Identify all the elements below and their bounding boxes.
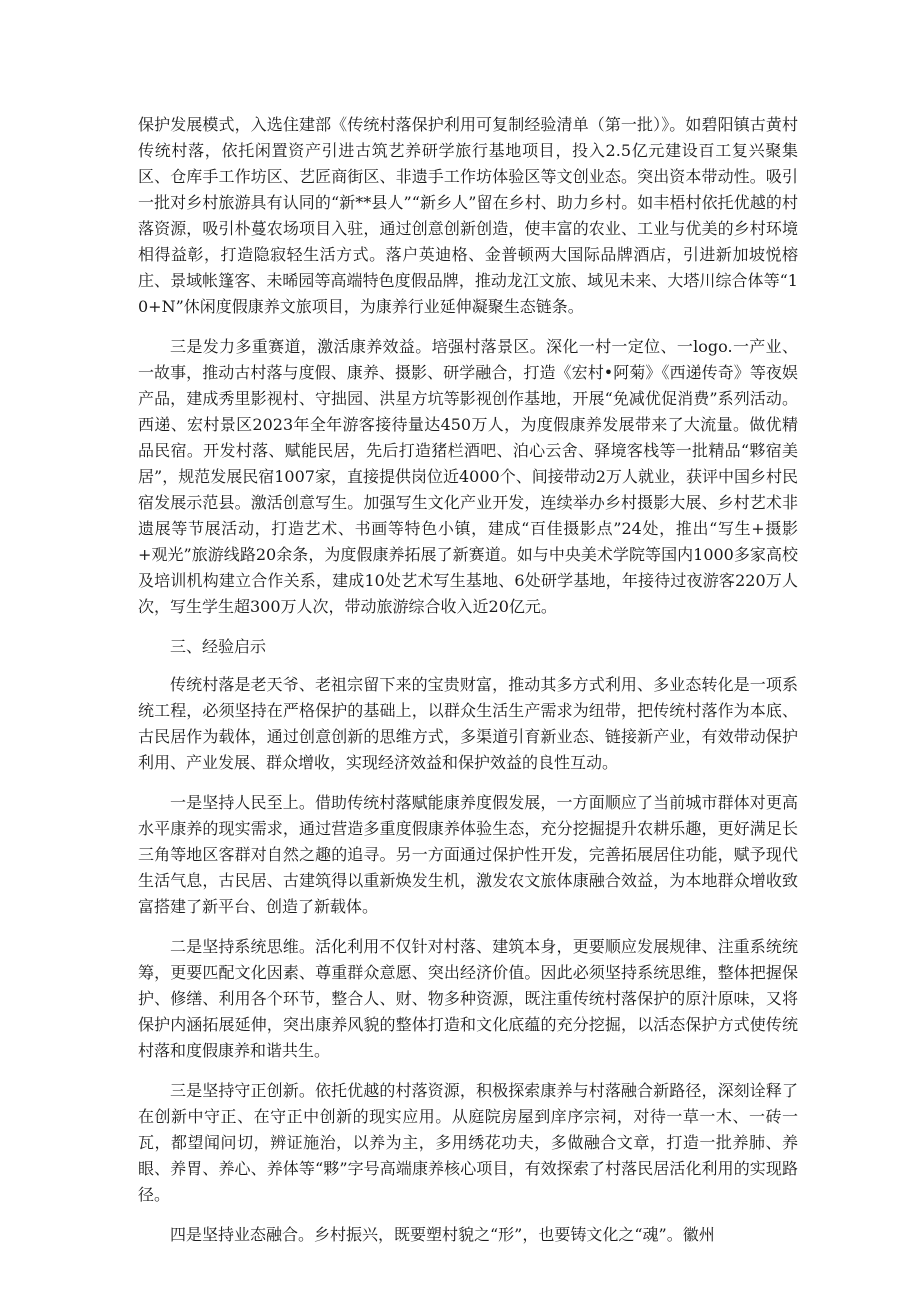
- paragraph-protection-model: 保护发展模式，入选住建部《传统村落保护利用可复制经验清单（第一批）》。如碧阳镇古黄村传统村落，依托闲置资产引进古筑艺养研学旅行基地项目，投入2.5亿元建设百工复兴聚集区、仓库手工作坊区、艺匠商街区、非遗手工作坊体验区等文创业态。突出资本带动性。吸引一批对乡村旅游具有认同的“新**县人”“新乡人”留在乡村、助力乡村。如丰梧村依托优越的村落资源，吸引朴蔓农场项目入驻，通过创意创新创造，使丰富的农业、工业与优美的乡村环境相得益彰，打造隐寂轻生活方式。落户英迪格、金普顿两大国际品牌酒店，引进新加坡悦榕庄、景域帐篷客、未晞园等高端特色度假品牌，推动龙江文旅、域见未来、大塔川综合体等“10+N”休闲度假康养文旅项目，为康养行业延伸凝聚生态链条。: [138, 115, 798, 316]
- paragraph-industry-fusion: 四是坚持业态融合。乡村振兴，既要塑村貌之“形”，也要铸文化之“魂”。徽州: [170, 1225, 715, 1244]
- paragraph-system-thinking: 二是坚持系统思维。活化利用不仅针对村落、建筑本身，更要顺应发展规律、注重系统统筹，更要匹配文化因素、尊重群众意愿、突出经济价值。因此必须坚持系统思维，整体把握保护、修缮、利用各个环节，整合人、财、物多种资源，既注重传统村落保护的原汁原味，又将保护内涵拓展延伸，突出康养风貌的整体打造和文化底蕴的充分挖掘，以活态保护方式使传统村落和度假康养和谐共生。: [138, 937, 798, 1060]
- document-body: [138, 112, 798, 1262]
- paragraph-people-first: 一是坚持人民至上。借助传统村落赋能康养度假发展，一方面顺应了当前城市群体对更高水平康养的现实需求，通过营造多重度假康养体验生态，充分挖掘提升农耕乐趣，更好满足长三角等地区客群对自然之趣的追寻。另一方面通过保护性开发，完善拓展居住功能，赋予现代生活气息，古民居、古建筑得以重新焕发生机，激发农文旅体康融合效益，为本地群众增收致富搭建了新平台、创造了新载体。: [138, 793, 798, 916]
- paragraph-innovation: 三是坚持守正创新。依托优越的村落资源，积极探索康养与村落融合新路径，深刻诠释了在创新中守正、在守正中创新的现实应用。从庭院房屋到庠序宗祠，对待一草一木、一砖一瓦，都望闻问切，辨证施治，以养为主，多用绣花功夫，多做融合文章，打造一批养肺、养眼、养胃、养心、养体等“夥”字号高端康养核心项目，有效探索了村落民居活化利用的实现路径。: [138, 1081, 798, 1204]
- section-heading-experience: 三、经验启示: [170, 637, 267, 656]
- paragraph-multiple-tracks: 三是发力多重赛道，激活康养效益。培强村落景区。深化一村一定位、一logo.一产业、一故事，推动古村落与度假、康养、摄影、研学融合，打造《宏村•阿菊》《西递传奇》等夜娱产品，建成秀里影视村、守拙园、洪星方坑等影视创作基地，开展“免减优促消费”系列活动。西递、宏村景区2023年全年游客接待量达450万人，为度假康养发展带来了大流量。做优精品民宿。开发村落、赋能民居，先后打造猪栏酒吧、泊心云舍、驿境客栈等一批精品“夥宿美居”，规范发展民宿1007家，直接提供岗位近4000个、间接带动2万人就业，获评中国乡村民宿发展示范县。激活创意写生。加强写生文化产业开发，连续举办乡村摄影大展、乡村艺术非遗展等节展活动，打造艺术、书画等特色小镇，建成“百佳摄影点”24处，推出“写生+摄影+观光”旅游线路20余条，为度假康养拓展了新赛道。如与中央美术学院等国内1000多家高校及培训机构建立合作关系，建成10处艺术写生基地、6处研学基地，年接待过夜游客220万人次，写生学生超300万人次，带动旅游综合收入近20亿元。: [138, 337, 798, 616]
- paragraph-intro-experience: 传统村落是老天爷、老祖宗留下来的宝贵财富，推动其多方式利用、多业态转化是一项系统工程，必须坚持在严格保护的基础上，以群众生活生产需求为纽带，把传统村落作为本底、古民居作为载体，通过创意创新的思维方式，多渠道引育新业态、链接新产业，有效带动保护利用、产业发展、群众增收，实现经济效益和保护效益的良性互动。: [138, 675, 798, 772]
